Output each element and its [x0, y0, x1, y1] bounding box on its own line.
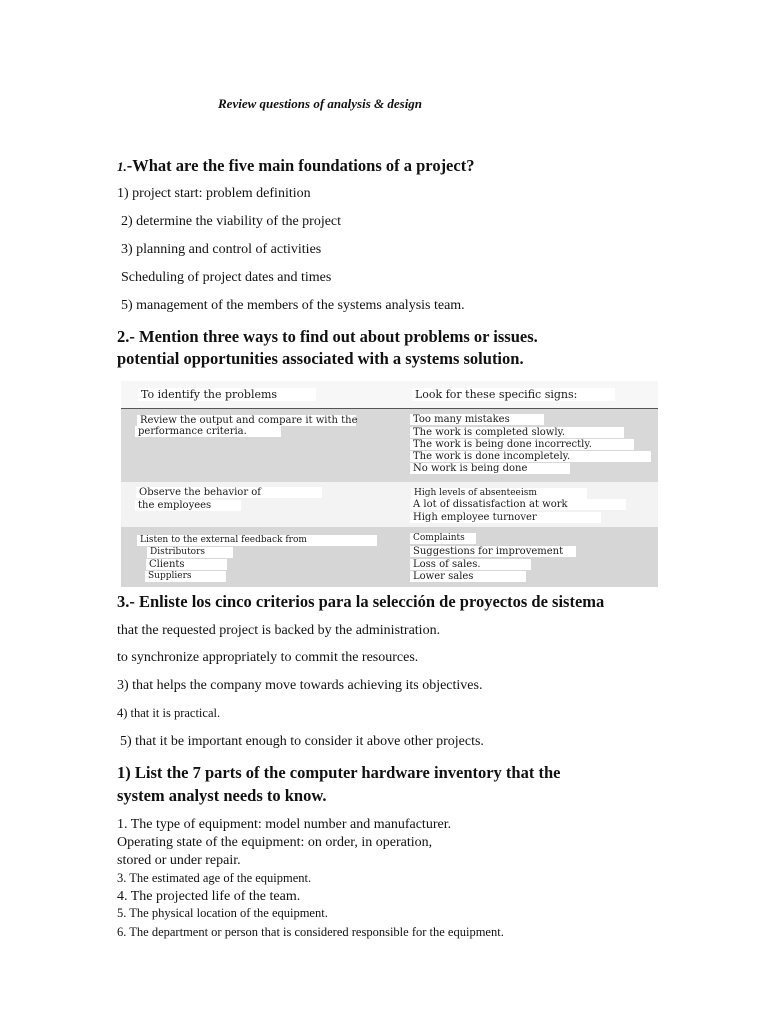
q1-answer-3: 3) planning and control of activities — [121, 242, 322, 257]
q1-number: 1. — [117, 159, 127, 174]
row1-right-line3: The work is being done incorrectly. — [410, 439, 634, 450]
q1-answer-4: Scheduling of project dates and times — [121, 270, 332, 285]
table-header-rule — [121, 408, 658, 409]
row3-right-line1: Complaints — [410, 533, 476, 544]
q4-answer-6: 5. The physical location of the equipment. — [117, 906, 328, 920]
q3-answer-3: 3) that helps the company move towards achieving its objectives. — [117, 678, 483, 693]
q1-question: -What are the five main foundations of a project? — [126, 156, 475, 175]
q4-heading-line1: 1) List the 7 parts of the computer hardware inventory that the — [117, 763, 561, 782]
q4-answer-5: 4. The projected life of the team. — [117, 889, 301, 904]
q1-heading — [117, 156, 474, 176]
q2-heading-line2: potential opportunities associated with a systems solution. — [117, 349, 524, 368]
q1-answer-5: 5) management of the members of the systems analysis team. — [121, 298, 465, 313]
table-header-right: Look for these specific signs: — [412, 388, 615, 401]
document-title: Review questions of analysis & design — [218, 96, 423, 111]
row3-left-line3: Clients — [146, 559, 227, 570]
q3-heading: 3.- Enliste los cinco criterios para la selección de proyectos de sistema — [117, 592, 605, 611]
row1-left-line1: Review the output and compare it with the — [137, 415, 356, 426]
row3-right-line4: Lower sales — [410, 571, 526, 582]
row1-right-line5: No work is being done — [410, 463, 570, 474]
row1-right-line2: The work is completed slowly. — [410, 427, 624, 438]
row1-right-line4: The work is done incompletely. — [410, 451, 651, 462]
row3-left-line2: Distributors — [147, 547, 233, 558]
q4-answer-7: 6. The department or person that is considered responsible for the equipment. — [117, 925, 504, 939]
row2-left-line1: Observe the behavior of — [136, 487, 322, 498]
q4-answer-3: stored or under repair. — [117, 853, 241, 868]
q3-answer-4: 4) that it is practical. — [117, 706, 221, 720]
q4-heading-line2: system analyst needs to know. — [117, 786, 327, 805]
q1-answer-1: 1) project start: problem definition — [117, 186, 311, 201]
row1-left-line2: performance criteria. — [135, 426, 281, 437]
q2-heading-line1: 2.- Mention three ways to find out about problems or issues. — [117, 327, 538, 346]
row3-left-line1: Listen to the external feedback from — [137, 535, 377, 546]
table-header-left: To identify the problems — [138, 388, 316, 401]
q1-answer-2: 2) determine the viability of the project — [121, 214, 342, 229]
q3-answer-2: to synchronize appropriately to commit the resources. — [117, 650, 419, 665]
q4-answer-2: Operating state of the equipment: on order, in operation, — [117, 835, 433, 850]
row3-right-line2: Suggestions for improvement — [410, 546, 576, 557]
row1-right-line1: Too many mistakes — [410, 414, 544, 425]
row3-right-line3: Loss of sales. — [410, 559, 531, 570]
q4-answer-1: 1. The type of equipment: model number and manufacturer. — [117, 817, 452, 832]
q3-answer-5: 5) that it be important enough to consider it above other projects. — [120, 734, 484, 749]
q3-answer-1: that the requested project is backed by the administration. — [117, 623, 441, 638]
problems-signs-table — [121, 381, 658, 587]
row2-right-line2: A lot of dissatisfaction at work — [410, 499, 626, 510]
row2-right-line1: High levels of absenteeism — [411, 488, 587, 499]
row2-left-line2: the employees — [135, 500, 241, 511]
q4-answer-4: 3. The estimated age of the equipment. — [117, 871, 312, 885]
row3-left-line4: Suppliers — [145, 571, 226, 582]
row2-right-line3: High employee turnover — [410, 512, 601, 523]
